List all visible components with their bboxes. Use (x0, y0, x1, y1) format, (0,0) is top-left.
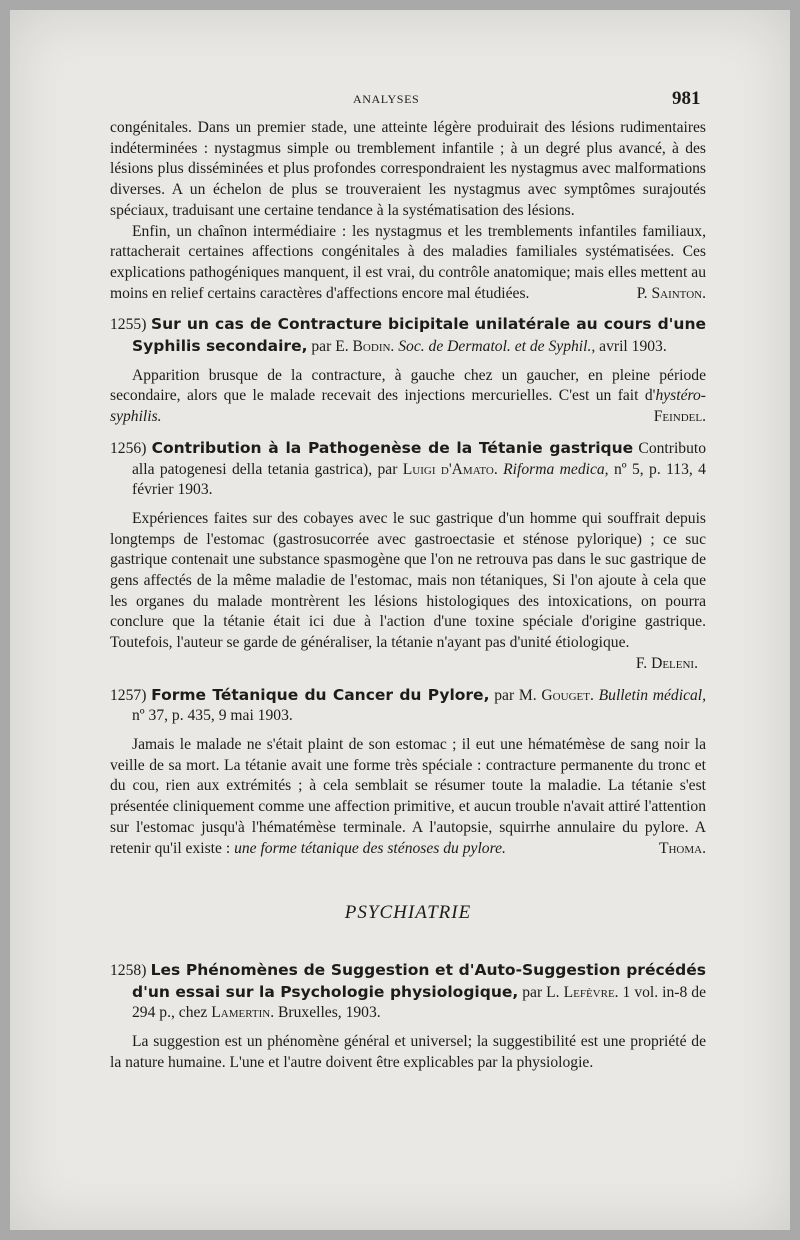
entry-journal: Riforma medica, (503, 460, 609, 478)
entry-journal: Bulletin médical, (598, 686, 707, 704)
entry-number: 1258) (110, 961, 147, 979)
abstract-entry-1255 (110, 314, 706, 357)
running-head-title: ANALYSES (353, 92, 420, 106)
entry-publisher: Lamertin. (211, 1004, 275, 1022)
abstract-italic: une forme tétanique des sténoses du pylore. (234, 839, 506, 857)
entry-author: Gouget. (541, 686, 594, 704)
entry-title: Contribution à la Pathogenèse de la Tétanie gastrique (151, 438, 634, 457)
abstract-paragraph-1258: La suggestion est un phénomène général et universel; la suggestibilité est une propriété de la nature humaine. L'une et l'autre doivent être explicables par la physiologie. (110, 1033, 706, 1071)
abstract-entry-1257 (110, 685, 706, 727)
signature-feindel: Feindel. (653, 408, 706, 426)
entry-author: Luigi d'Amato. (402, 460, 498, 478)
journal-page (10, 10, 790, 1230)
entry-author: E. Bodin. (335, 338, 395, 356)
abstract-text: Apparition brusque de la contracture, à gauche chez un gaucher, en pleine période secondaire, alors que le malade recevait des injections mercurielles. C'est un fait d' (110, 366, 706, 405)
abstract-text: Jamais le malade ne s'était plaint de son estomac ; il eut une hématémèse de sang noir la veille de sa mort. La tétanie avait une forme très spéciale : contracture permanente du tronc et du cou, rien aux extrémités ; à cela semblait se résumer toute la maladie. La tétanie s'est présentée cliniquement comme une affection primitive, et aucun trouble n'avait attiré l'attention sur l'estomac jusqu'à l'hématémèse terminale. A l'autopsie, squirrhe annulaire du pylore. A retenir qu'il existe : (110, 735, 706, 857)
entry-rest: 1 vol. in-8 de 294 p., chez (132, 983, 706, 1022)
abstract-entry-1258 (110, 960, 706, 1024)
entry-journal: Soc. de Dermatol. et de Syphil., (398, 338, 596, 356)
entry-number: 1255) (110, 316, 147, 334)
page-body (110, 118, 706, 1073)
intro-paragraph-2 (110, 222, 706, 305)
entry-by: par (307, 338, 336, 356)
signature-deleni: F. Deleni. (635, 654, 698, 672)
section-heading: PSYCHIATRIE (344, 902, 472, 924)
entry-number: 1257) (110, 686, 147, 704)
signature-thoma: Thoma. (658, 839, 706, 857)
entry-place: Bruxelles, 1903. (274, 1004, 381, 1022)
entry-by: par L. (518, 983, 564, 1001)
entry-date: nº 37, p. 435, 9 mai 1903. (132, 707, 293, 725)
entry-author: Lefèvre. (563, 983, 619, 1001)
abstract-paragraph-1256: Expériences faites sur des cobayes avec le suc gastrique d'un homme qui souffrait depuis longtemps de l'estomac (gastrosucorrée avec gastroectasie et sténose pylorique) ; ce suc gastrique contenait une substance spasmogène que l'on ne retrouva pas dans le suc gastrique de gens affectés de la même maladie de l'estomac, mais non tétaniques, Si l'on ajoute à cela que les organes du malade montrèrent les lésions histologiques des intoxications, on pourra conclure que la tétanie était ici due à l'action d'une toxine spéciale d'origine gastrique. Toutefois, l'auteur se garde de généraliser, la tétanie n'ayant pas d'unité étiologique. (110, 509, 706, 652)
entry-rest: Contributo alla patogenesi della tetania gastrica), par (132, 439, 707, 478)
intro-paragraph-1: congénitales. Dans un premier stade, une atteinte légère produirait des lésions rudimentaires indéterminées : nystagmus simple ou tremblement infantile ; à un degré plus avancé, à des lésions plus disséminées et plus profondes correspondraient les nystagmus avec malformations diverses. A un échelon de plus se trouveraient les nystagmus avec symptômes surajoutés spéciaux, traduisant une certaine tendance à la systématisation des lésions. (110, 119, 706, 219)
entry-date: nº 5, p. 113, 4 février 1903. (132, 460, 706, 499)
entry-date: avril 1903. (595, 338, 667, 356)
entry-number: 1256) (110, 439, 147, 457)
entry-title: Les Phénomènes de Suggestion et d'Auto-Suggestion précédés d'un essai sur la Psychologie physiologique, (132, 960, 707, 1001)
signature-sainton: P. Sainton. (636, 284, 706, 302)
abstract-paragraph-1255 (110, 366, 706, 428)
abstract-entry-1256 (110, 438, 706, 501)
page-number: 981 (672, 88, 701, 109)
entry-by: par M. (489, 686, 542, 704)
abstract-paragraph-1257 (110, 735, 706, 859)
entry-title: Sur un cas de Contracture bicipitale unilatérale au cours d'une Syphilis secondaire, (132, 315, 706, 356)
entry-title: Forme Tétanique du Cancer du Pylore, (151, 685, 490, 704)
intro-paragraph-2-text: Enfin, un chaînon intermédiaire : les nystagmus et les tremblements infantiles familiaux, rattacherait certaines affections congénitales à des maladies familiales systématisées. Ces explications pathogéniques manquent, il est vrai, du contrôle anatomique; mais elles mettent au moins en relief certains caractères d'affections encore mal étudiées. (110, 222, 706, 302)
abstract-italic: hystéro-syphilis. (110, 387, 706, 426)
